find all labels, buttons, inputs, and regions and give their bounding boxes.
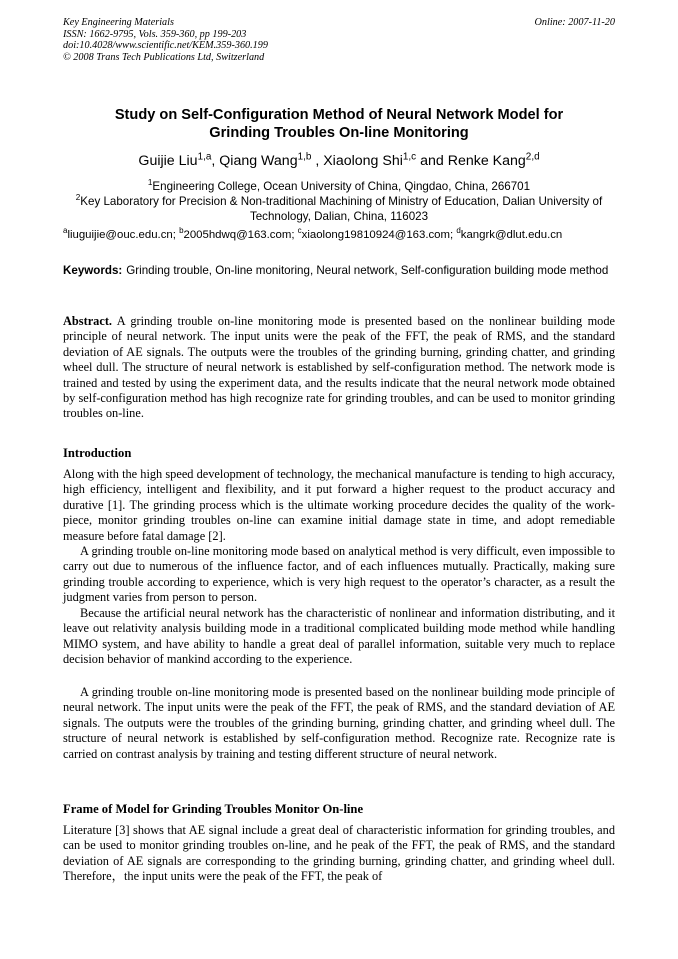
introduction-paragraph-2 [63,544,615,606]
online-date: Online: 2007-11-20 [534,17,615,28]
email-address[interactable]: 2005hdwq@163.com; [183,229,298,241]
affiliation-number: 2 [75,193,81,203]
author-separator: and [416,153,448,169]
abstract-paragraph [63,314,615,422]
journal-name: Key Engineering Materials [63,17,174,28]
author-affiliation-mark: 1,c [402,151,417,163]
section-heading-frame-of-model: Frame of Model for Grinding Troubles Monitor On-line [63,802,364,816]
author-emails [63,228,615,243]
author-list [63,152,615,170]
paragraph-text: A grinding trouble on-line monitoring mode is presented based on the nonlinear building mode principle of neural network. The input units were the peak of the FFT, the peak of RMS, and the standard deviation of AE signals. The outputs were the troubles of the grinding burning, grinding chatter, and grinding wheel dull. The structure of neural network is established by self-configuration method. Recognize rate. Recognize rate is carried on contrast analysis by training and testing different structure of neural network. [63,685,615,761]
author-name: Xiaolong Shi [323,153,403,169]
author-separator: , [211,153,220,169]
email-mark: b [179,226,184,236]
introduction-paragraph-3 [63,606,615,668]
email-mark: d [456,226,461,236]
issn-line: ISSN: 1662-9795, Vols. 359-360, pp 199-203 [63,28,247,40]
email-mark: c [297,226,302,236]
keywords-block [63,263,615,278]
affiliation-text: Key Laboratory for Precision & Non-traditional Machining of Ministry of Education, Dalian University of Technology, Dalian, China, 116023 [80,195,603,223]
affiliation-number: 1 [147,178,153,188]
paper-title [63,106,615,142]
affiliation-1 [63,179,615,194]
introduction-paragraph-1: Along with the high speed development of technology, the mechanical manufacture is tending to high accuracy, high efficiency, intelligent and flexibility, and it put forward a higher request to the product accuracy and durative [1]. The grinding process which is the ultimate working procedure decides the quality of the work-piece, monitor grinding troubles on-line can examine initial damage state in time, and adopt remediable measure before fatal damage [2]. [63,467,615,543]
abstract-text: A grinding trouble on-line monitoring mode is presented based on the nonlinear building mode principle of neural network. The input units were the peak of the FFT, the peak of RMS, and the standard deviation of AE signals. The outputs were the troubles of the grinding burning, grinding chatter, and grinding wheel dull. The structure of neural network is established by self-configuration method. The network mode is trained and tested by using the experiment data, and the results indicate that the neural network mode obtained by self-configuration method has high recognize rate for grinding troubles, and can be used to monitor grinding troubles on-line. [63,314,615,421]
affiliation-text: Engineering College, Ocean University of China, Qingdao, China, 266701 [152,180,531,193]
author-name: Guijie Liu [138,153,198,169]
keywords-text: Grinding trouble, On-line monitoring, Neural network, Self-configuration building mode method [126,264,609,277]
title-line-1: Study on Self-Configuration Method of Neural Network Model for [114,107,564,123]
author-affiliation-mark: 2,d [525,151,540,163]
introduction-paragraph-4 [63,685,615,762]
paragraph-text: Because the artificial neural network has the characteristic of nonlinear and information distributing, and it leave out relativity analysis building mode in a traditional complicated building mode method while handling MIMO system, and have ability to handle a great deal of parallel information, suitable very much to replace decision behavior of mankind according to the experience. [63,606,615,667]
email-address[interactable]: kangrk@dlut.edu.cn [460,229,563,241]
paragraph-text: A grinding trouble on-line monitoring mode based on analytical method is very difficult, even impossible to carry out due to numerous of the influence factor, and of each influences mutually. Practically, making sure grinding trouble according to experience, which is very high request to the operator’s character, as a result the judgment varies from person to person. [63,544,615,605]
copyright-line: © 2008 Trans Tech Publications Ltd, Switzerland [63,51,265,63]
affiliation-2 [63,194,615,224]
abstract-label: Abstract. [63,314,113,328]
title-line-2: Grinding Troubles On-line Monitoring [209,125,469,141]
doi-line: doi:10.4028/www.scientific.net/KEM.359-360.199 [63,40,268,52]
frame-paragraph-1: Literature [3] shows that AE signal include a great deal of characteristic information for grinding troubles, and can be used to monitor grinding troubles on-line, and he peak of the FFT, the peak of RMS, and the standard deviation of AE signals are corresponding to the grinding burning, grinding chatter, and grinding wheel dull. Therefore，the input units were the peak of the FFT, the peak of [63,823,615,884]
email-address[interactable]: liuguijie@ouc.edu.cn; [67,229,180,241]
author-affiliation-mark: 1,a [197,151,212,163]
email-address[interactable]: xiaolong19810924@163.com; [301,229,457,241]
email-mark: a [63,226,68,236]
author-name: Renke Kang [447,153,526,169]
author-separator: , [311,153,324,169]
author-affiliation-mark: 1,b [297,151,312,163]
author-name: Qiang Wang [219,153,298,169]
publication-header [63,17,615,63]
section-heading-introduction: Introduction [63,446,132,460]
keywords-label: Keywords: [63,264,123,277]
